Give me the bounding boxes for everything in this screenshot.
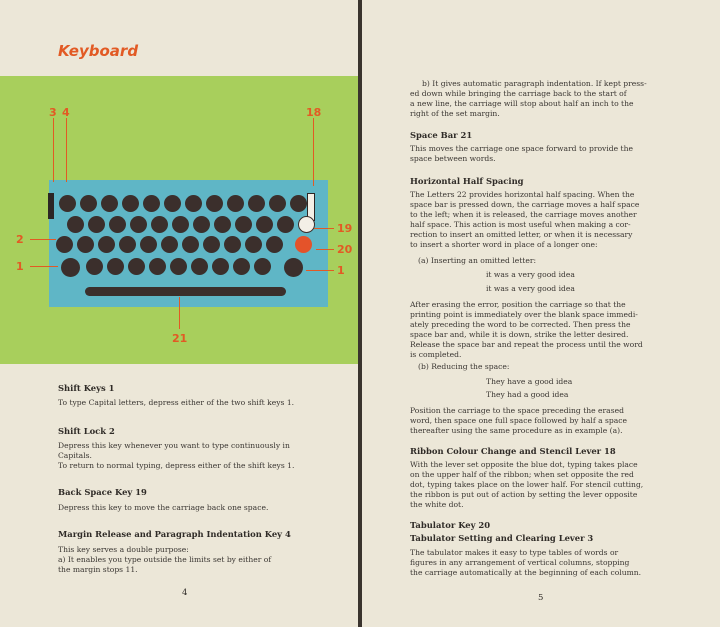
key xyxy=(122,195,139,212)
label-4: 4 xyxy=(62,106,70,119)
key xyxy=(182,236,199,253)
example-line: it was a very good idea xyxy=(486,284,575,293)
callout-line-20 xyxy=(316,249,334,250)
body-line: This key serves a double purpose: xyxy=(58,545,189,554)
callout-line-18 xyxy=(313,118,314,186)
body-line: Capitals. xyxy=(58,451,92,460)
body-line: the ribbon is put out of action by setting the lever opposite xyxy=(410,490,638,499)
backspace-key xyxy=(298,216,315,233)
body-line: Depress this key to move the carriage back one space. xyxy=(58,503,269,512)
key xyxy=(130,216,147,233)
body-line: a) It enables you type outside the limits set by either of xyxy=(58,555,272,564)
key xyxy=(185,195,202,212)
key xyxy=(269,195,286,212)
key xyxy=(248,195,265,212)
key xyxy=(212,258,229,275)
label-21: 21 xyxy=(172,332,188,345)
page-heading: Keyboard xyxy=(58,42,139,60)
key xyxy=(193,216,210,233)
shift-key-right xyxy=(284,258,303,277)
body-line: the white dot. xyxy=(410,500,464,509)
callout-line-1-right xyxy=(306,270,334,271)
shift-key-left xyxy=(61,258,80,277)
key xyxy=(235,216,252,233)
label-1-right: 1 xyxy=(337,264,345,277)
body-line: Position the carriage to the space preceding the erased xyxy=(410,406,624,415)
callout-line-4 xyxy=(66,118,67,182)
body-line: rection to insert an omitted letter, or when it is necessary xyxy=(410,230,633,239)
key xyxy=(290,195,307,212)
label-3: 3 xyxy=(49,106,57,119)
key xyxy=(224,236,241,253)
section-title: Tabulator Setting and Clearing Lever 3 xyxy=(410,533,594,543)
body-line: With the lever set opposite the blue dot, typing takes place xyxy=(410,460,638,469)
body-line: right of the set margin. xyxy=(410,109,500,118)
key xyxy=(151,216,168,233)
callout-line-2 xyxy=(30,239,56,240)
label-20: 20 xyxy=(337,243,353,256)
key xyxy=(191,258,208,275)
keyboard-diagram xyxy=(49,180,328,307)
key xyxy=(254,258,271,275)
key xyxy=(172,216,189,233)
key xyxy=(119,236,136,253)
key xyxy=(88,216,105,233)
body-line: space between words. xyxy=(410,154,496,163)
body-line: to the left; when it is released, the carriage moves another xyxy=(410,210,637,219)
example-line: They have a good idea xyxy=(486,377,573,386)
body-line: the carriage automatically at the beginning of each column. xyxy=(410,568,642,577)
body-line: Depress this key whenever you want to type continuously in xyxy=(58,441,290,450)
left-page xyxy=(0,0,359,627)
body-line: After erasing the error, position the carriage so that the xyxy=(410,300,626,309)
body-line: ately preceding the word to be corrected. Then press the xyxy=(410,320,631,329)
key xyxy=(86,258,103,275)
section-title: Space Bar 21 xyxy=(410,130,473,140)
body-line: The Letters 22 provides horizontal half spacing. When the xyxy=(410,190,635,199)
body-line: To type Capital letters, depress either of the two shift keys 1. xyxy=(58,398,295,407)
body-line: figures in any arrangement of vertical columns, stopping xyxy=(410,558,630,567)
body-line: printing point is immediately over the blank space immedi- xyxy=(410,310,638,319)
label-1-left: 1 xyxy=(16,260,24,273)
key xyxy=(98,236,115,253)
section-title: Ribbon Colour Change and Stencil Lever 18 xyxy=(410,446,616,456)
key xyxy=(80,195,97,212)
key xyxy=(109,216,126,233)
tabulator-lever-icon xyxy=(48,193,54,219)
page-number: 4 xyxy=(182,588,188,598)
key xyxy=(101,195,118,212)
tabulator-key xyxy=(295,236,312,253)
section-title: Shift Keys 1 xyxy=(58,383,115,393)
callout-line-3 xyxy=(53,118,54,182)
key xyxy=(206,195,223,212)
body-line: a new line, the carriage will stop about half an inch to the xyxy=(410,99,634,108)
body-line: to insert a shorter word in place of a longer one: xyxy=(410,240,598,249)
key xyxy=(77,236,94,253)
body-line: the margin stops 11. xyxy=(58,565,138,574)
body-line: To return to normal typing, depress either of the shift keys 1. xyxy=(58,461,295,470)
example-line: it was a very good idea xyxy=(486,270,575,279)
key xyxy=(149,258,166,275)
body-line: word, then space one full space followed by half a space xyxy=(410,416,628,425)
space-bar xyxy=(85,287,286,296)
body-line: half space. This action is most useful when making a cor- xyxy=(410,220,631,229)
section-title: Tabulator Key 20 xyxy=(410,520,491,530)
key xyxy=(233,258,250,275)
body-line: Release the space bar and repeat the process until the word xyxy=(410,340,643,349)
key xyxy=(203,236,220,253)
key xyxy=(107,258,124,275)
key xyxy=(214,216,231,233)
callout-line-1-left xyxy=(30,266,58,267)
body-line: This moves the carriage one space forward to provide the xyxy=(410,144,633,153)
key xyxy=(170,258,187,275)
case-label: (a) Inserting an omitted letter: xyxy=(418,256,537,265)
body-line: on the upper half of the ribbon; when set opposite the red xyxy=(410,470,634,479)
body-line: space bar and, while it is down, strike the letter desired. xyxy=(410,330,629,339)
label-18: 18 xyxy=(306,106,322,119)
body-line: The tabulator makes it easy to type tables of words or xyxy=(410,548,619,557)
label-19: 19 xyxy=(337,222,353,235)
key xyxy=(256,216,273,233)
body-line: space bar is pressed down, the carriage moves a half space xyxy=(410,200,640,209)
callout-line-21 xyxy=(179,297,180,329)
right-page xyxy=(362,0,720,627)
page-number: 5 xyxy=(538,593,544,603)
key xyxy=(143,195,160,212)
example-line: They had a good idea xyxy=(486,390,569,399)
key xyxy=(140,236,157,253)
body-line: ed down while bringing the carriage back to the start of xyxy=(410,89,627,98)
keyboard-illustration-panel xyxy=(0,76,358,364)
key xyxy=(266,236,283,253)
key xyxy=(277,216,294,233)
callout-line-19 xyxy=(314,228,334,229)
section-title: Shift Lock 2 xyxy=(58,426,115,436)
section-title: Margin Release and Paragraph Indentation Key 4 xyxy=(58,529,291,539)
label-2: 2 xyxy=(16,233,24,246)
body-line: dot, typing takes place on the lower half. For stencil cutting, xyxy=(410,480,644,489)
body-line: b) It gives automatic paragraph indentation. If kept press- xyxy=(422,79,647,88)
key xyxy=(227,195,244,212)
section-title: Horizontal Half Spacing xyxy=(410,176,524,186)
shift-lock-key xyxy=(56,236,73,253)
key xyxy=(59,195,76,212)
case-label: (b) Reducing the space: xyxy=(418,362,510,371)
body-line: thereafter using the same procedure as in example (a). xyxy=(410,426,623,435)
section-title: Back Space Key 19 xyxy=(58,487,147,497)
body-line: is completed. xyxy=(410,350,462,359)
key xyxy=(161,236,178,253)
key xyxy=(245,236,262,253)
key xyxy=(128,258,145,275)
key xyxy=(67,216,84,233)
key xyxy=(164,195,181,212)
